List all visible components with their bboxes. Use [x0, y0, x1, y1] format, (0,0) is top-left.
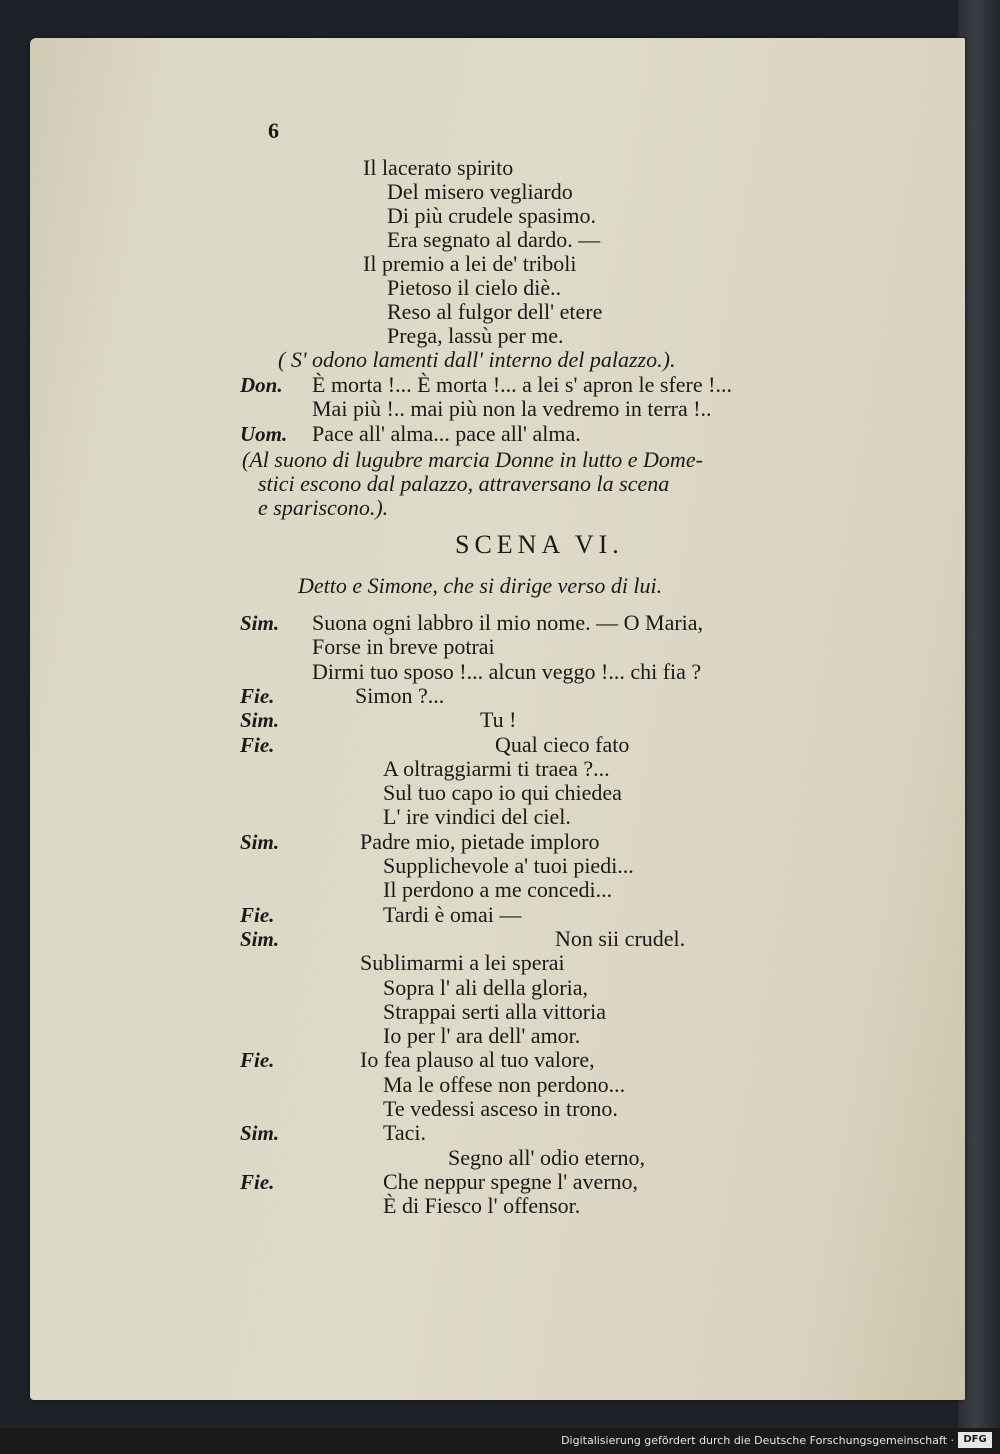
verse-line: Qual cieco fato [495, 731, 630, 757]
footer-bar [0, 1428, 1000, 1454]
speaker-label: Sim. [240, 1121, 280, 1146]
speaker-label: Fie. [240, 683, 275, 708]
verse-line: Io fea plauso al tuo valore, [360, 1047, 595, 1073]
verse-line: Forse in breve potrai [312, 634, 495, 660]
verse-line: Il premio a lei de' triboli [363, 251, 577, 276]
speaker-label: Sim. [240, 829, 280, 854]
verse-line: Pace all' alma... pace all' alma. [312, 421, 581, 446]
verse-line: Taci. [383, 1120, 427, 1146]
speaker-label: Sim. [240, 926, 280, 951]
verse-line: L' ire vindici del ciel. [383, 804, 571, 830]
verse-line: Te vedessi asceso in trono. [383, 1096, 618, 1121]
verse-line: Il lacerato spirito [363, 155, 514, 180]
stage-direction: (Al suono di lugubre marcia Donne in lutto e Dome- [242, 447, 703, 472]
speaker-label: Fie. [240, 902, 275, 927]
scene-subtitle: Detto e Simone, che si dirige verso di lui. [298, 573, 663, 598]
verse-line: Dirmi tuo sposo !... alcun veggo !... chi fia ? [312, 658, 702, 684]
speaker-label: Sim. [240, 708, 280, 733]
stage-direction: ( S' odono lamenti dall' interno del palazzo.). [278, 347, 676, 372]
verse-line: Suona ogni labbro il mio nome. — O Maria, [312, 610, 704, 635]
verse-line: Che neppur spegne l' averno, [383, 1168, 639, 1194]
speaker-label: Fie. [240, 1048, 275, 1073]
speaker-label: Fie. [240, 1169, 275, 1194]
verse-line: Supplichevole a' tuoi piedi... [383, 853, 634, 878]
verse-line: È morta !... È morta !... a lei s' apron le sfere !... [312, 372, 732, 397]
verse-line: Del misero vegliardo [387, 179, 573, 204]
book-page [30, 38, 965, 1400]
verse-line: Tardi è omai — [383, 901, 522, 927]
footer-credit: Digitalisierung gefördert durch die Deutsche Forschungsgemeinschaft · [561, 1434, 954, 1447]
verse-line: Tu ! [480, 707, 517, 733]
verse-line: Simon ?... [355, 682, 445, 708]
verse-line: Sopra l' ali della gloria, [383, 974, 588, 1000]
verse-line: Reso al fulgor dell' etere [387, 299, 603, 324]
verse-line: Prega, lassù per me. [387, 323, 564, 348]
verse-line: Sublimarmi a lei sperai [360, 950, 565, 976]
verse-line: Ma le offese non perdono... [383, 1071, 626, 1097]
verse-line: Il perdono a me concedi... [383, 877, 613, 903]
verse-line: Io per l' ara dell' amor. [383, 1023, 581, 1049]
page-number: 6 [268, 118, 279, 143]
verse-line: Era segnato al dardo. — [387, 227, 601, 252]
verse-line: Pietoso il cielo diè.. [387, 275, 562, 300]
verse-line: È di Fiesco l' offensor. [383, 1193, 581, 1219]
speaker-label: Fie. [240, 732, 275, 757]
speaker-label: Sim. [240, 611, 280, 635]
verse-line: Non sii crudel. [555, 925, 686, 951]
verse-line: Strappai serti alla vittoria [383, 998, 606, 1024]
dfg-logo: DFG [958, 1432, 992, 1448]
verse-line: Sul tuo capo io qui chiedea [383, 780, 622, 806]
verse-line: A oltraggiarmi ti traea ?... [383, 755, 610, 781]
verse-line: Mai più !.. mai più non la vedremo in terra !.. [312, 396, 712, 421]
scene-heading: SCENA VI. [455, 530, 624, 559]
verse-line: Padre mio, pietade imploro [360, 828, 600, 854]
speaker-label: Don. [240, 373, 283, 397]
stage-direction: e spariscono.). [258, 495, 389, 520]
page-text [30, 38, 965, 1400]
speaker-label: Uom. [240, 422, 288, 446]
verse-line: Di più crudele spasimo. [387, 203, 596, 228]
stage-direction: stici escono dal palazzo, attraversano la scena [258, 471, 670, 496]
verse-line: Segno all' odio eterno, [448, 1144, 646, 1170]
